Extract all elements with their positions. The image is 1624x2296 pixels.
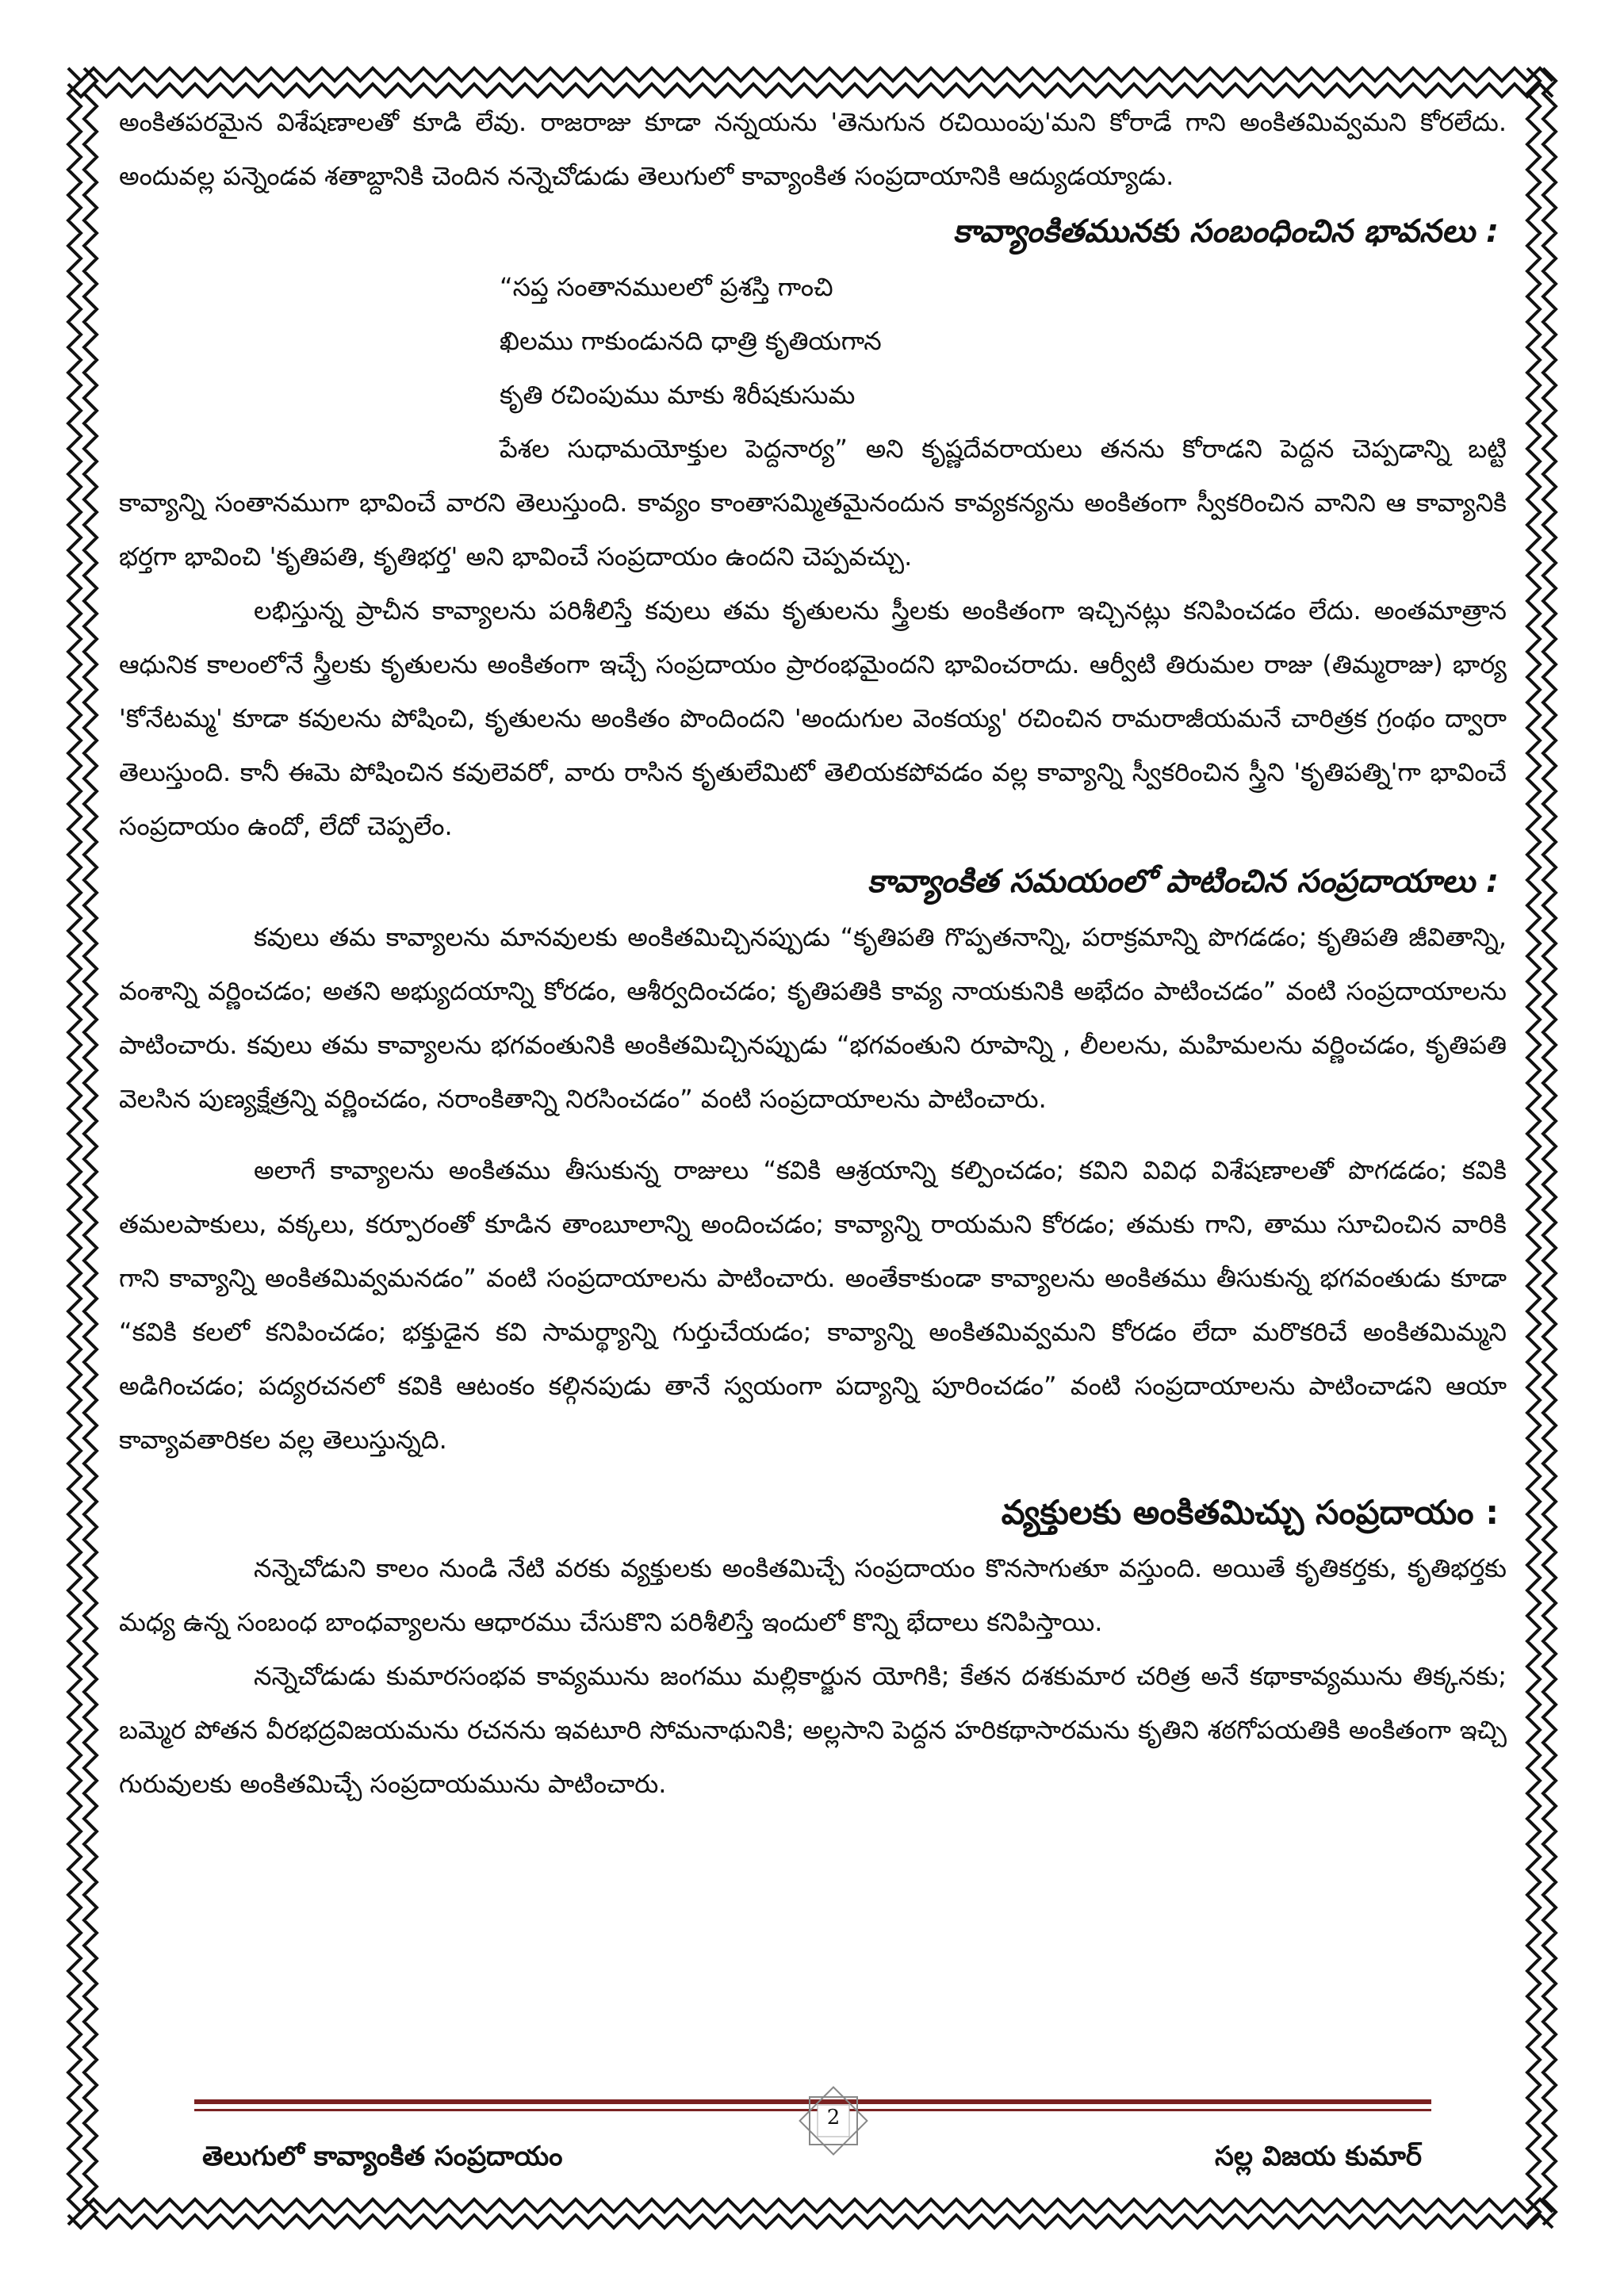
verse-line-3: కృతి రచింపుము మాకు శిరీషకుసుమ [500, 380, 856, 410]
paragraph-6: నన్నెచోడుని కాలం నుండి నేటి వరకు వ్యక్తులకు అంకితమిచ్చే సంప్రదాయం కొనసాగుతూ వస్తుంది. అయితే కృతికర్తకు, కృతిభర్తకు మధ్య ఉన్న సంబంధ బాంధవ్యాలను ఆధారము చేసుకొని పరిశీలిస్తే ఇందులో కొన్ని భేదాలు కనిపిస్తాయి. [119, 1553, 1507, 1637]
paragraph-1: అంకితపరమైన విశేషణాలతో కూడి లేవు. రాజరాజు కూడా నన్నయను 'తెనుగున రచియింపు'మని కోరాడే గాని అంకితమివ్వమని కోరలేదు. అందువల్ల పన్నెండవ శతాబ్దానికి చెందిన నన్నెచోడుడు తెలుగులో కావ్యాంకిత సంప్రదాయానికి ఆద్యుడయ్యాడు. [119, 107, 1507, 191]
section-heading-concepts: కావ్యాంకితమునకు సంబంధించిన భావనలు : [952, 213, 1499, 250]
section-heading-dedication-to-persons: వ్యక్తులకు అంకితమిచ్చు సంప్రదాయం : [1001, 1493, 1499, 1532]
paragraph-3: లభిస్తున్న ప్రాచీన కావ్యాలను పరిశీలిస్తే కవులు తమ కృతులను స్త్రీలకు అంకితంగా ఇచ్చినట్లు కనిపించడం లేదు. అంతమాత్రాన ఆధునిక కాలంలోనే స్త్రీలకు కృతులను అంకితంగా ఇచ్చే సంప్రదాయం ప్రారంభమైందని భావించరాదు. ఆర్వీటి తిరుమల రాజు (తిమ్మరాజు) భార్య 'కోనేటమ్మ' కూడా కవులను పోషించి, కృతులను అంకితం పొందిందని 'అందుగుల వెంకయ్య' రచించిన రామరాజీయమనే చారిత్రక గ్రంథం ద్వారా తెలుస్తుంది. కానీ ఈమె పోషించిన కవులెవరో, వారు రాసిన కృతులేమిటో తెలియకపోవడం వల్ల కావ్యాన్ని స్వీకరించిన స్త్రీని 'కృతిపత్ని'గా భావించే సంప్రదాయం ఉందో, లేదో చెప్పలేం. [119, 595, 1507, 841]
page-content [119, 95, 1507, 1811]
paragraph-2: పేశల సుధామయోక్తుల పెద్దనార్య” అని కృష్ణదేవరాయలు తనను కోరాడని పెద్దన చెప్పడాన్ని బట్టి కావ్యాన్ని సంతానముగా భావించే వారని తెలుస్తుంది. కావ్యం కాంతాసమ్మితమైనందున కావ్యకన్యను అంకితంగా స్వీకరించిన వానిని ఆ కావ్యానికి భర్తగా భావించి 'కృతిపతి, కృతిభర్త' అని భావించే సంప్రదాయం ఉందని చెప్పవచ్చు. [119, 434, 1507, 572]
paragraph-5: అలాగే కావ్యాలను అంకితము తీసుకున్న రాజులు “కవికి ఆశ్రయాన్ని కల్పించడం; కవిని వివిధ విశేషణాలతో పొగడడం; కవికి తమలపాకులు, వక్కలు, కర్పూరంతో కూడిన తాంబూలాన్ని అందించడం; కావ్యాన్ని రాయమని కోరడం; తమకు గాని, తాము సూచించిన వారికి గాని కావ్యాన్ని అంకితమివ్వమనడం” వంటి సంప్రదాయాలను పాటించారు. అంతేకాకుండా కావ్యాలను అంకితము తీసుకున్న భగవంతుడు కూడా “కవికి కలలో కనిపించడం; భక్తుడైన కవి సామర్థ్యాన్ని గుర్తుచేయడం; కావ్యాన్ని అంకితమివ్వమని కోరడం లేదా మరొకరిచే అంకితమిమ్మని అడిగించడం; పద్యరచనలో కవికి ఆటంకం కల్గినపుడు తానే స్వయంగా పద్యాన్ని పూరించడం” వంటి సంప్రదాయాలను పాటించాడని ఆయా కావ్యావతారికల వల్ల తెలుస్తున్నది. [119, 1155, 1507, 1455]
verse-line-2: ఖిలము గాకుండునది ధాత్రి కృతియగాన [500, 326, 882, 356]
page-number: 2 [826, 2106, 841, 2130]
paragraph-4: కవులు తమ కావ్యాలను మానవులకు అంకితమిచ్చినప్పుడు “కృతిపతి గొప్పతనాన్ని, పరాక్రమాన్ని పొగడడం; కృతిపతి జీవితాన్ని, వంశాన్ని వర్ణించడం; అతని అభ్యుదయాన్ని కోరడం, ఆశీర్వదించడం; కృతిపతికి కావ్య నాయకునికి అభేదం పాటించడం” వంటి సంప్రదాయాలను పాటించారు. కవులు తమ కావ్యాలను భగవంతునికి అంకితమిచ్చినప్పుడు “భగవంతుని రూపాన్ని , లీలలను, మహిమలను వర్ణించడం, కృతిపతి వెలసిన పుణ్యక్షేత్రన్ని వర్ణించడం, నరాంకితాన్ని నిరసించడం” వంటి సంప్రదాయాలను పాటించారు. [119, 922, 1507, 1114]
section-heading-traditions: కావ్యాంకిత సమయంలో పాటించిన సంప్రదాయాలు : [867, 863, 1499, 900]
footer-author-name: సల్ల విజయ కుమార్ [1215, 2141, 1422, 2172]
paragraph-7: నన్నెచోడుడు కుమారసంభవ కావ్యమును జంగము మల్లికార్జున యోగికి; కేతన దశకుమార చరిత్ర అనే కథాకావ్యమును తిక్కనకు; బమ్మెర పోతన వీరభద్రవిజయమను రచనను ఇవటూరి సోమనాథునికి; అల్లసాని పెద్దన హరికథాసారమను కృతిని శఠగోపయతికి అంకితంగా ఇచ్చి గురువులకు అంకితమిచ్చే సంప్రదాయమును పాటించారు. [119, 1661, 1507, 1799]
footer-book-title: తెలుగులో కావ్యాంకిత సంప్రదాయం [202, 2141, 563, 2172]
verse-line-1: “సప్త సంతానములలో ప్రశస్తి గాంచి [500, 272, 833, 302]
